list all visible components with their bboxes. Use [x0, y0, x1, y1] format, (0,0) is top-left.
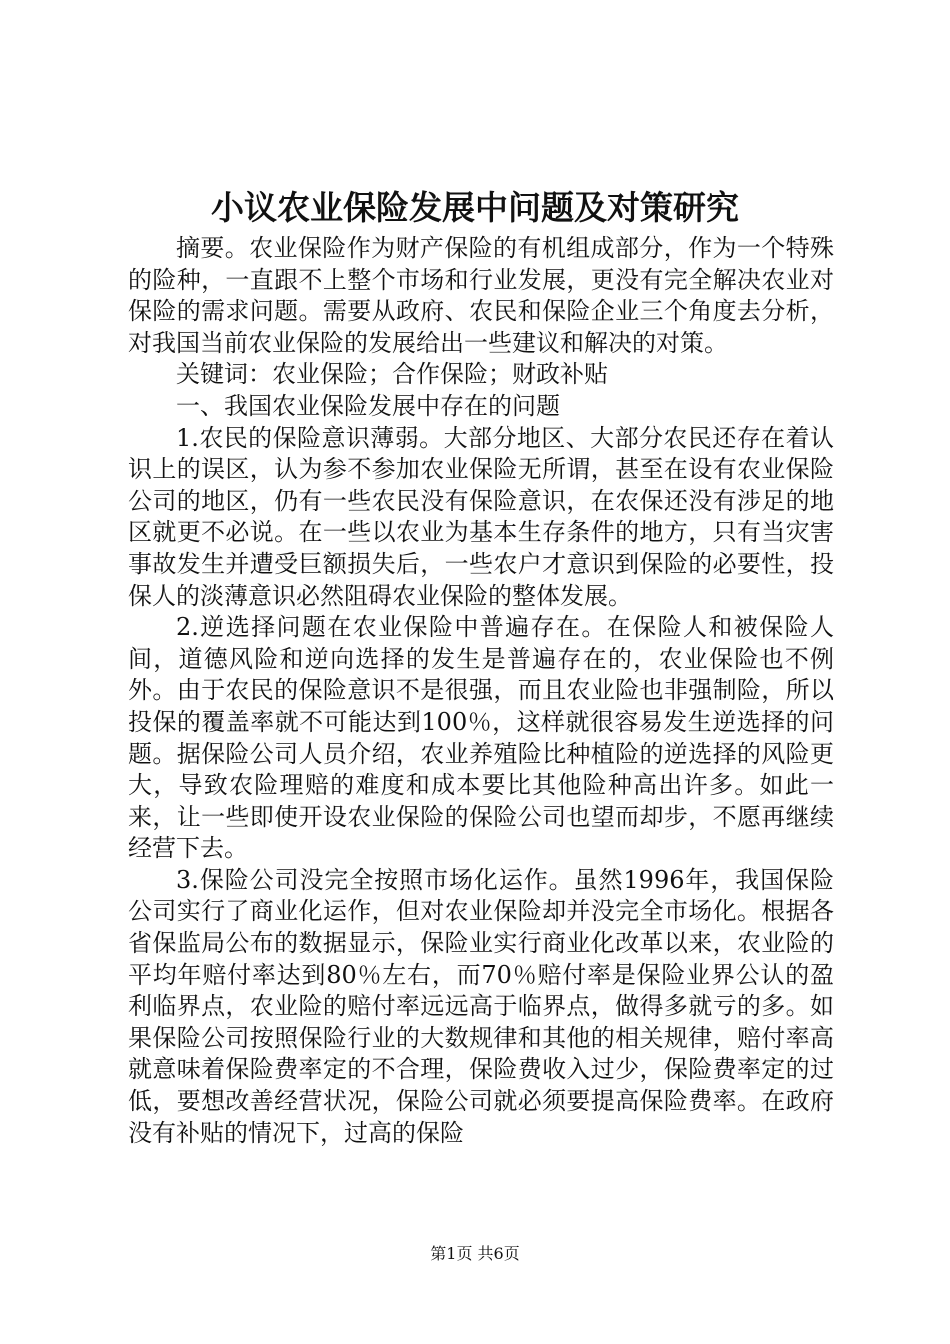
- page-footer: 第1页 共6页: [430, 1244, 520, 1263]
- body-paragraph: 2.逆选择问题在农业保险中普遍存在。在保险人和被保险人间，道德风险和逆向选择的发生是普遍存在的，农业保险也不例外。由于农民的保险意识不是很强，而且农业险也非强制险，所以投保的覆盖率就不可能达到100％，这样就很容易发生逆选择的问题。据保险公司人员介绍，农业养殖险比种植险的逆选择的风险更大，导致农险理赔的难度和成本要比其他险种高出许多。如此一来，让一些即使开设农业保险的保险公司也望而却步，不愿再继续经营下去。: [128, 613, 834, 863]
- document-body: [128, 233, 834, 1149]
- document-title: 小议农业保险发展中问题及对策研究: [211, 188, 739, 227]
- section-heading: 一、我国农业保险发展中存在的问题: [176, 391, 560, 420]
- abstract-paragraph: 摘要。农业保险作为财产保险的有机组成部分，作为一个特殊的险种，一直跟不上整个市场和行业发展，更没有完全解决农业对保险的需求问题。需要从政府、农民和保险企业三个角度去分析，对我国当前农业保险的发展给出一些建议和解决的对策。: [128, 234, 834, 357]
- keywords-paragraph: 关键词：农业保险；合作保险；财政补贴: [176, 360, 608, 389]
- body-paragraph: 3.保险公司没完全按照市场化运作。虽然1996年，我国保险公司实行了商业化运作，但对农业保险却并没完全市场化。根据各省保监局公布的数据显示，保险业实行商业化改革以来，农业险的平均年赔付率达到80％左右，而70％赔付率是保险业界公认的盈利临界点，农业险的赔付率远远高于临界点，做得多就亏的多。如果保险公司按照保险行业的大数规律和其他的相关规律，赔付率高就意味着保险费率定的不合理，保险费收入过少，保险费率定的过低，要想改善经营状况，保险公司就必须要提高保险费率。在政府没有补贴的情况下，过高的保险: [128, 865, 834, 1147]
- body-paragraph: 1.农民的保险意识薄弱。大部分地区、大部分农民还存在着认识上的误区，认为参不参加农业保险无所谓，甚至在设有农业保险公司的地区，仍有一些农民没有保险意识，在农保还没有涉足的地区就更不必说。在一些以农业为基本生存条件的地方，只有当灾害事故发生并遭受巨额损失后，一些农户才意识到保险的必要性，投保人的淡薄意识必然阻碍农业保险的整体发展。: [128, 423, 834, 610]
